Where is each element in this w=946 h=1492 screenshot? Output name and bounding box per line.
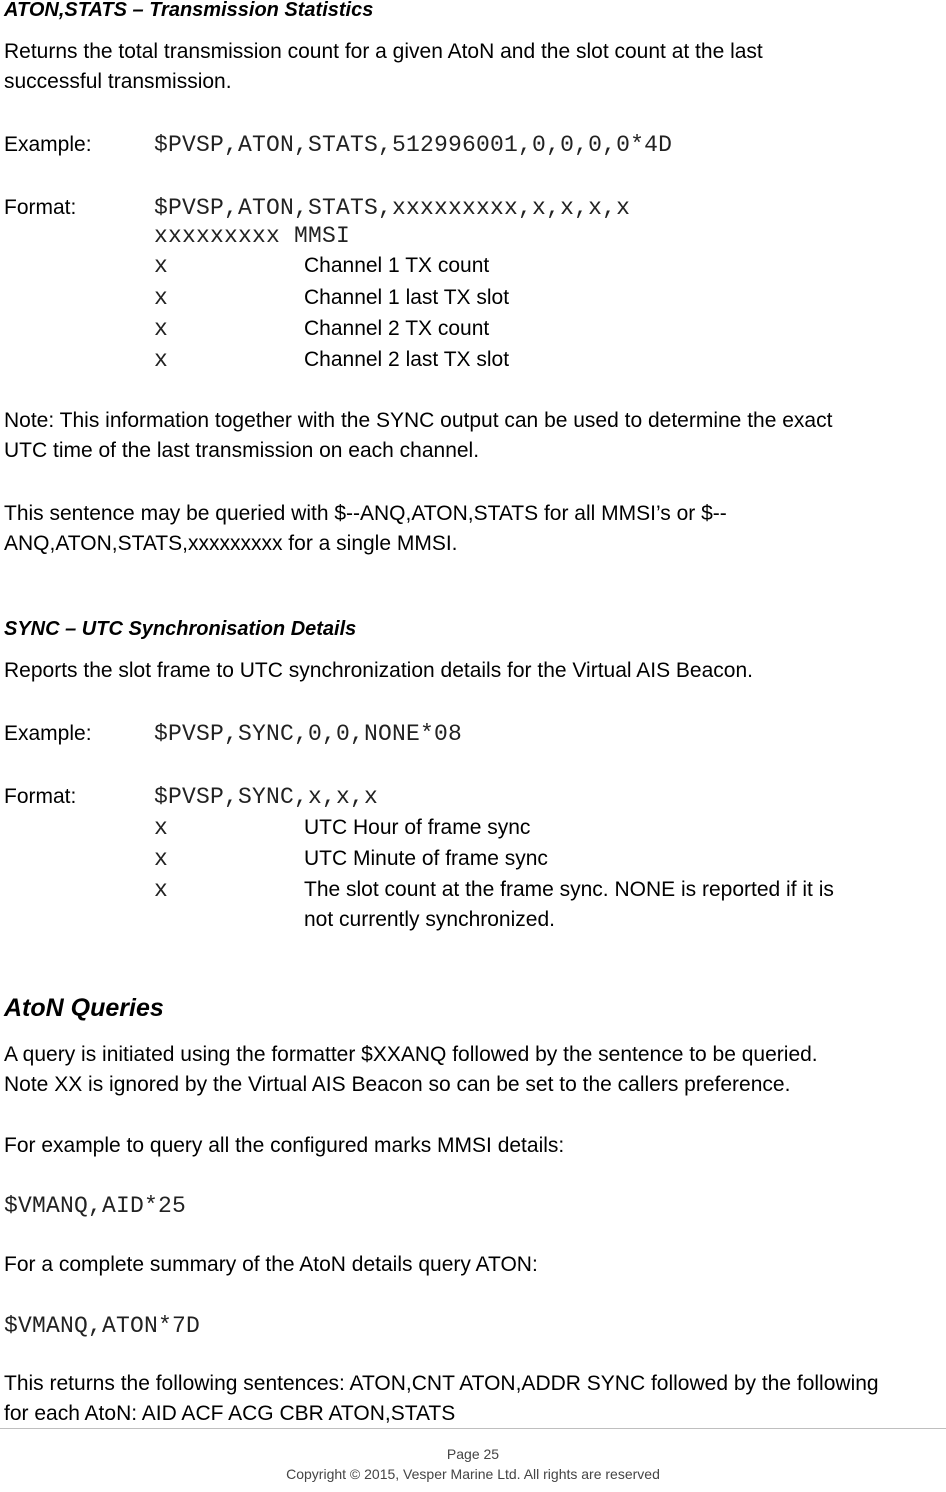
sync-heading: SYNC – UTC Synchronisation Details [4,618,357,640]
stats-note-line1: Note: This information together with the SYNC output can be used to determine the exact [4,409,833,432]
stats-field-symbol: x [154,347,169,373]
queries-example2-text: For a complete summary of the AtoN details query ATON: [4,1253,538,1276]
stats-field-description: Channel 1 last TX slot [304,286,510,309]
stats-description-line1: Returns the total transmission count for a given AtoN and the slot count at the last [4,40,763,63]
page-number: Page 25 [446,1446,500,1462]
sync-field-symbol: x [154,877,169,903]
queries-heading: AtoN Queries [4,994,164,1022]
queries-example1-text: For example to query all the configured marks MMSI details: [4,1134,565,1157]
stats-format-code: $PVSP,ATON,STATS,xxxxxxxxx,x,x,x,x [154,195,631,221]
stats-field-symbol: x [154,285,169,311]
stats-description-line2: successful transmission. [4,70,232,93]
queries-intro-line2: Note XX is ignored by the Virtual AIS Beacon so can be set to the callers preference. [4,1073,791,1096]
stats-field-description: Channel 2 last TX slot [304,348,510,371]
sync-format-code: $PVSP,SYNC,x,x,x [154,784,379,810]
copyright-notice: Copyright © 2015, Vesper Marine Ltd. All rights are reserved [286,1466,660,1482]
sync-field-description: The slot count at the frame sync. NONE is reported if it is [304,878,834,901]
queries-example1-code: $VMANQ,AID*25 [4,1193,187,1219]
stats-field-description: Channel 2 TX count [304,317,490,340]
sync-field-symbol: x [154,846,169,872]
sync-field-description: UTC Minute of frame sync [304,847,548,870]
stats-example-label: Example: [4,133,92,156]
stats-field-symbol: x [154,253,169,279]
stats-format-label: Format: [4,196,77,219]
stats-field-description: Channel 1 TX count [304,254,490,277]
queries-intro-line1: A query is initiated using the formatter $XXANQ followed by the sentence to be queried. [4,1043,818,1066]
stats-query-line1: This sentence may be queried with $--ANQ,ATON,STATS for all MMSI’s or $-- [4,502,727,525]
sync-field-description-cont: not currently synchronized. [304,908,555,931]
stats-field-symbol: x [154,316,169,342]
stats-heading: ATON,STATS – Transmission Statistics [4,0,374,21]
sync-example-label: Example: [4,722,92,745]
sync-format-label: Format: [4,785,77,808]
queries-example2-code: $VMANQ,ATON*7D [4,1313,201,1339]
sync-field-symbol: x [154,815,169,841]
sync-field-description: UTC Hour of frame sync [304,816,531,839]
stats-mmsi-line: xxxxxxxxx MMSI [154,223,351,249]
queries-returns-line2: for each AtoN: AID ACF ACG CBR ATON,STATS [4,1402,456,1425]
sync-description: Reports the slot frame to UTC synchronization details for the Virtual AIS Beacon. [4,659,753,682]
queries-returns-line1: This returns the following sentences: ATON,CNT ATON,ADDR SYNC followed by the following [4,1372,879,1395]
footer-divider [0,1428,946,1429]
stats-note-line2: UTC time of the last transmission on each channel. [4,439,480,462]
sync-example-code: $PVSP,SYNC,0,0,NONE*08 [154,721,463,747]
stats-query-line2: ANQ,ATON,STATS,xxxxxxxxx for a single MMSI. [4,532,458,555]
stats-example-code: $PVSP,ATON,STATS,512996001,0,0,0,0*4D [154,132,673,158]
